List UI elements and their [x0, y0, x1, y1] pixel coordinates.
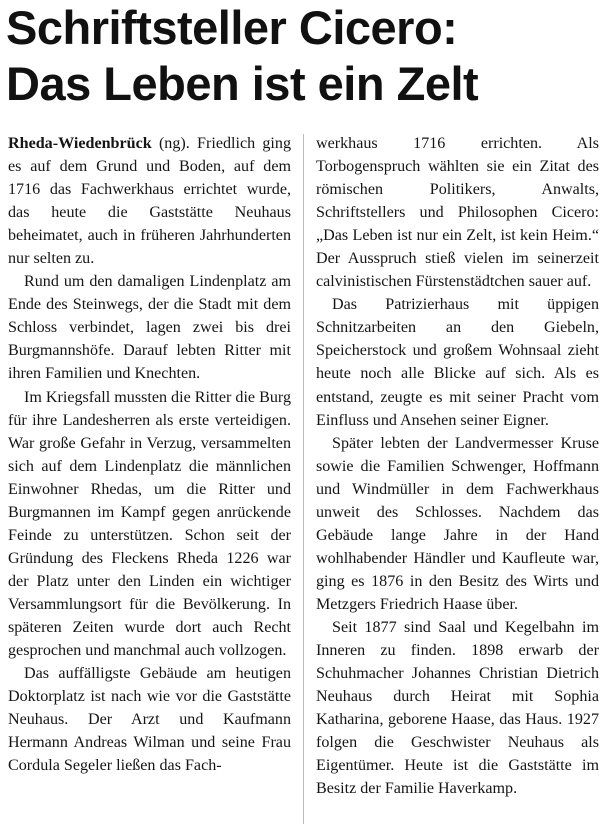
article-column-right [316, 132, 599, 800]
article-paragraph-4: Das auffälligste Gebäude am heutigen Doktorplatz ist nach wie vor die Gaststätte Neuhaus. Der Arzt und Kaufmann Hermann Andreas Wilman und seine Frau Cordula Segeler ließen das Fach- [8, 665, 291, 775]
headline-line-2: Das Leben ist ein Zelt [6, 57, 479, 110]
article-paragraph-4-continued: werkhaus 1716 errichten. Als Torbogenspruch wählten sie ein Zitat des römischen Politikers, Anwalts, Schriftstellers und Philosophen Cicero: „Das Leben ist nur ein Zelt, ist kein Heim.“ Der Ausspruch stieß vielen im seinerzeit calvinistischen Fürstenstädtchen sauer auf. [316, 135, 599, 291]
article-paragraph-3: Im Kriegsfall mussten die Ritter die Burg für ihre Landesherren als erste verteidigen. War große Gefahr in Verzug, versammelten sich auf dem Lindenplatz die männlichen Einwohner Rhedas, um die Ritter und Burgmannen im Kampf gegen anrückende Feinde zu unterstützen. Schon seit der Gründung des Fleckens Rheda 1226 war der Platz unter den Linden ein wichtiger Versammlungsort für die Bevölkerung. In späteren Zeiten wurde dort auch Recht gesprochen und manchmal auch vollzogen. [8, 388, 291, 660]
headline-line-1: Schriftsteller Cicero: [6, 1, 458, 54]
article-paragraph-2: Rund um den damaligen Lindenplatz am Ende des Steinwegs, der die Stadt mit dem Schloss verbindet, lagen zwei bis drei Burgmannshöfe. Darauf lebten Ritter mit ihren Familien und Knechten. [8, 273, 291, 383]
column-divider [303, 134, 304, 824]
article-paragraph-5: Das Patrizierhaus mit üppigen Schnitzarbeiten an den Giebeln, Speicherstock und großem Wohnsaal zieht heute noch alle Blicke auf sich. Als es entstand, zeugte es mit seiner Pracht vom Einfluss und Ansehen seiner Eigner. [316, 296, 599, 429]
headline [6, 0, 596, 112]
paragraph-1-text: Friedlich ging es auf dem Grund und Boden, auf dem 1716 das Fachwerkhaus errichtet wurde, das heute die Gaststätte Neuhaus beheimatet, auch in früheren Jahrhunderten nur selten zu. [8, 135, 291, 268]
article-paragraph-1 [8, 132, 291, 270]
agency-tag: (ng). [158, 135, 190, 152]
dateline: Rheda-Wiedenbrück [8, 135, 152, 152]
article-paragraph-6: Später lebten der Landvermesser Kruse sowie die Familien Schwenger, Hoffmann und Windmüller in dem Fachwerkhaus unweit des Schlosses. Nachdem das Gebäude lange Jahre in der Hand wohlhabender Händler und Kaufleute war, ging es 1876 in den Besitz des Wirts und Metzgers Friedrich Haase über. [316, 434, 599, 613]
article-paragraph-7: Seit 1877 sind Saal und Kegelbahn im Inneren zu finden. 1898 erwarb der Schuhmacher Johannes Christian Dietrich Neuhaus durch Heirat mit Sophia Katharina, geborene Haase, das Haus. 1927 folgen die Geschwister Neuhaus als Eigentümer. Heute ist die Gaststätte im Besitz der Familie Haverkamp. [316, 618, 599, 798]
article-column-left [8, 132, 291, 777]
